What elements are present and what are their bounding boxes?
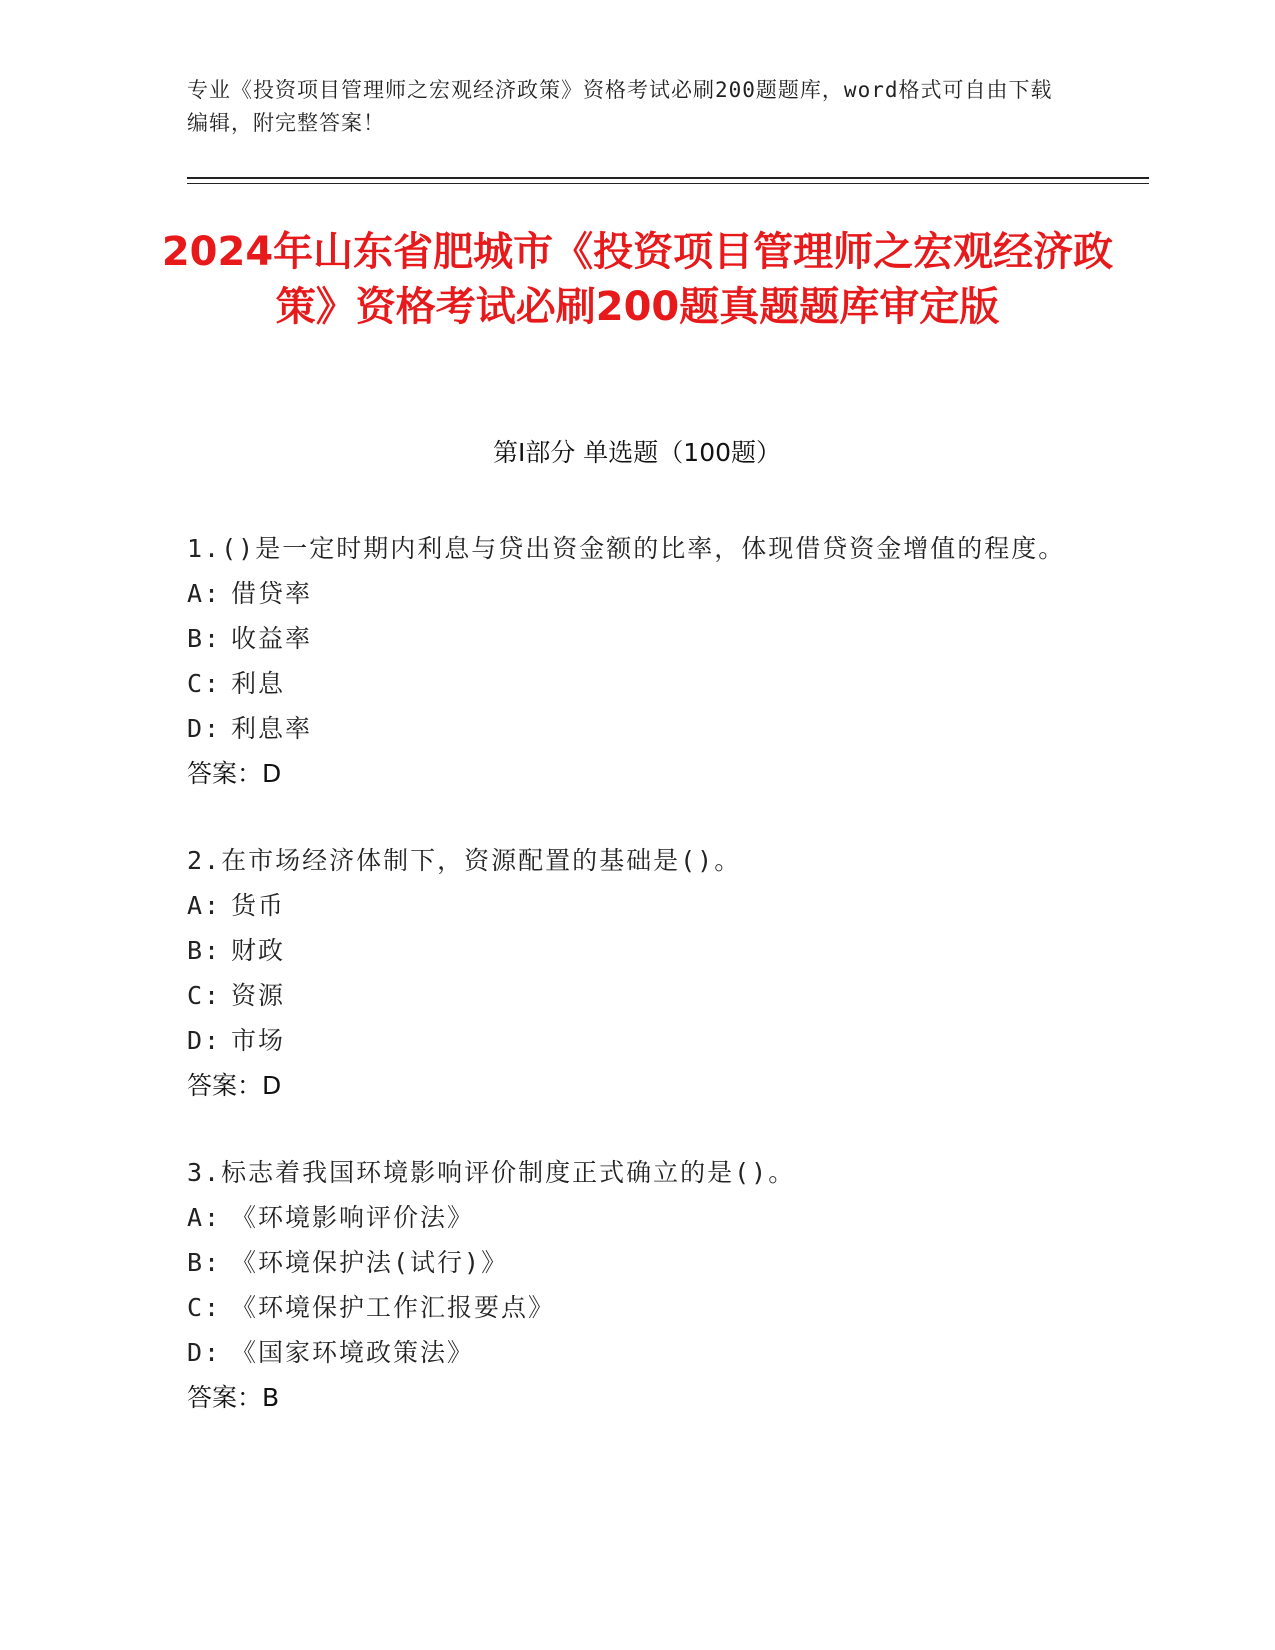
question-list [187, 526, 1067, 1462]
option-text: 利息率 [231, 714, 313, 743]
document-title: 2024年山东省肥城市《投资项目管理师之宏观经济政策》资格考试必刷200题真题题库审定版 [161, 229, 1114, 330]
option-key: D: [187, 1026, 222, 1055]
option-key: A: [187, 579, 222, 608]
option-text: 《国家环境政策法》 [231, 1338, 475, 1367]
question-stem: 3.标志着我国环境影响评价制度正式确立的是()。 [187, 1158, 796, 1187]
option-key: C: [187, 669, 222, 698]
header-rule-thick [187, 177, 1149, 179]
question-1 [187, 526, 1067, 796]
option-text: 市场 [231, 1026, 286, 1055]
option-a [187, 1195, 1067, 1240]
option-text: 借贷率 [231, 579, 313, 608]
option-c [187, 973, 1067, 1018]
option-key: D: [187, 1338, 222, 1367]
option-a [187, 571, 1067, 616]
option-key: A: [187, 891, 222, 920]
option-d [187, 706, 1067, 751]
option-text: 货币 [231, 891, 286, 920]
question-stem: 1.()是一定时期内利息与贷出资金额的比率，体现借贷资金增值的程度。 [187, 534, 1066, 563]
option-key: B: [187, 936, 222, 965]
question-3 [187, 1150, 1067, 1420]
answer: 答案：D [187, 759, 282, 788]
option-text: 财政 [231, 936, 286, 965]
option-key: C: [187, 981, 222, 1010]
option-key: A: [187, 1203, 222, 1232]
section-title: 第Ⅰ部分 单选题（100题） [492, 438, 782, 467]
option-text: 收益率 [231, 624, 313, 653]
option-a [187, 883, 1067, 928]
option-b [187, 616, 1067, 661]
option-text: 利息 [231, 669, 286, 698]
option-key: C: [187, 1293, 222, 1322]
option-key: D: [187, 714, 222, 743]
option-text: 资源 [231, 981, 286, 1010]
header-note: 专业《投资项目管理师之宏观经济政策》资格考试必刷200题题库，word格式可自由下载编辑，附完整答案！ [187, 78, 1053, 135]
option-b [187, 928, 1067, 973]
option-b [187, 1240, 1067, 1285]
option-key: B: [187, 624, 222, 653]
option-key: B: [187, 1248, 222, 1277]
option-text: 《环境保护工作汇报要点》 [231, 1293, 556, 1322]
option-c [187, 661, 1067, 706]
option-d [187, 1330, 1067, 1375]
question-2 [187, 838, 1067, 1108]
option-d [187, 1018, 1067, 1063]
option-c [187, 1285, 1067, 1330]
option-text: 《环境影响评价法》 [231, 1203, 475, 1232]
header-rule-thin [187, 183, 1149, 184]
answer: 答案：D [187, 1071, 282, 1100]
option-text: 《环境保护法(试行)》 [231, 1248, 509, 1277]
answer: 答案：B [187, 1383, 280, 1412]
question-stem: 2.在市场经济体制下，资源配置的基础是()。 [187, 846, 742, 875]
